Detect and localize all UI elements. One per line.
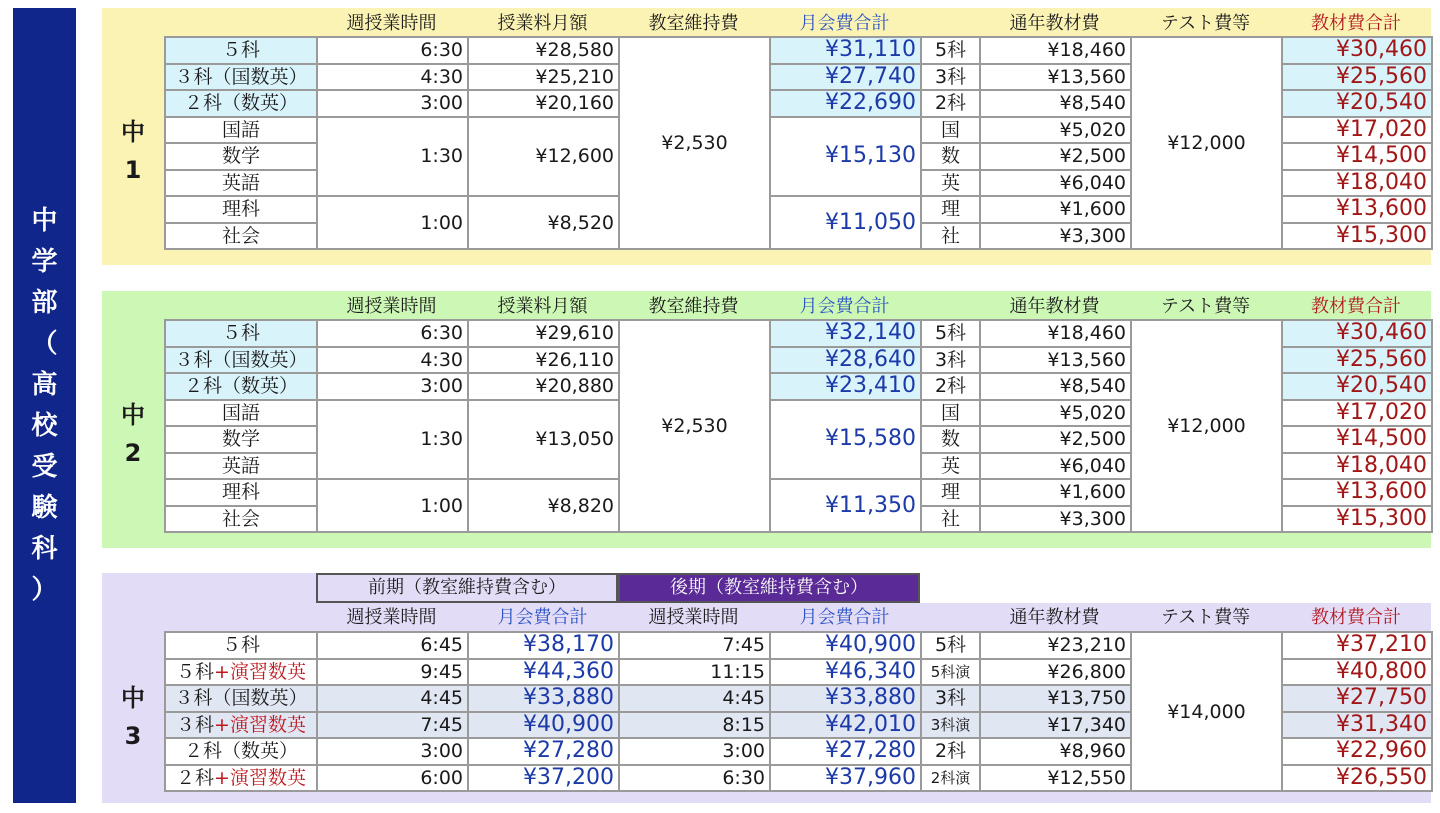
first-term-header: 前期（教室維持費含む） — [316, 573, 618, 603]
course-name: 数学 — [165, 143, 317, 170]
test-fees: ¥12,000 — [1131, 320, 1282, 532]
header-monthly-total: 月会費合計 — [799, 607, 890, 628]
materials-label: 5科演 — [921, 659, 980, 686]
second-term-total: ¥46,340 — [770, 659, 921, 686]
materials-label: 社 — [921, 506, 980, 533]
materials-label: 2科 — [921, 373, 980, 400]
monthly-total: ¥32,140 — [770, 320, 921, 347]
course-name: ３科（国数英） — [165, 347, 317, 374]
annual-materials: ¥1,600 — [980, 196, 1131, 223]
header-annual-materials: 通年教材費 — [1009, 13, 1100, 34]
course-name: ２科（数英） — [165, 738, 317, 765]
monthly-tuition: ¥25,210 — [468, 64, 619, 91]
course-name: ３科（国数英） — [165, 64, 317, 91]
weekly-hours: 4:30 — [317, 347, 468, 374]
course-name: 英語 — [165, 170, 317, 197]
sidebar-char: 校 — [31, 410, 58, 441]
materials-total: ¥27,750 — [1282, 685, 1432, 712]
first-term-total: ¥40,900 — [468, 712, 619, 739]
second-term-hours: 7:45 — [619, 632, 770, 659]
monthly-total: ¥31,110 — [770, 37, 921, 64]
materials-total: ¥25,560 — [1282, 64, 1432, 91]
materials-total: ¥37,210 — [1282, 632, 1432, 659]
weekly-hours: 1:30 — [317, 117, 468, 197]
monthly-tuition: ¥12,600 — [468, 117, 619, 197]
course-name: 社会 — [165, 506, 317, 533]
materials-total: ¥17,020 — [1282, 117, 1432, 144]
materials-total: ¥40,800 — [1282, 659, 1432, 686]
monthly-tuition: ¥26,110 — [468, 347, 619, 374]
header-weekly-hours: 週授業時間 — [346, 607, 437, 628]
header-facility-fee: 教室維持費 — [648, 13, 739, 34]
course-name: ３科（国数英） — [165, 685, 317, 712]
weekly-hours: 1:00 — [317, 479, 468, 532]
sidebar-char: 高 — [31, 369, 58, 400]
monthly-tuition: ¥20,160 — [468, 90, 619, 117]
course-name: 国語 — [165, 400, 317, 427]
table-row — [165, 320, 1432, 347]
monthly-tuition: ¥29,610 — [468, 320, 619, 347]
second-term-hours: 4:45 — [619, 685, 770, 712]
second-term-hours: 6:30 — [619, 765, 770, 792]
table-row — [165, 632, 1432, 659]
materials-total: ¥13,600 — [1282, 479, 1432, 506]
course-name: ５科 — [165, 320, 317, 347]
monthly-total: ¥11,050 — [770, 196, 921, 249]
first-term-hours: 9:45 — [317, 659, 468, 686]
materials-label: 社 — [921, 223, 980, 250]
header-annual-materials: 通年教材費 — [1009, 607, 1100, 628]
course-name: ２科（数英） — [165, 90, 317, 117]
annual-materials: ¥6,040 — [980, 453, 1131, 480]
materials-total: ¥15,300 — [1282, 223, 1432, 250]
sidebar-char: 受 — [31, 451, 58, 482]
sidebar-char: 中 — [31, 205, 58, 236]
sidebar-char: 験 — [31, 492, 58, 523]
first-term-hours: 7:45 — [317, 712, 468, 739]
first-term-hours: 3:00 — [317, 738, 468, 765]
sidebar-char: 科 — [31, 533, 58, 564]
materials-label: 2科 — [921, 90, 980, 117]
materials-total: ¥13,600 — [1282, 196, 1432, 223]
materials-label: 数 — [921, 426, 980, 453]
first-term-total: ¥27,280 — [468, 738, 619, 765]
chu1-section — [102, 8, 1431, 265]
course-name: 英語 — [165, 453, 317, 480]
annual-materials: ¥8,960 — [980, 738, 1131, 765]
header-materials-total: 教材費合計 — [1311, 13, 1401, 34]
annual-materials: ¥8,540 — [980, 373, 1131, 400]
materials-label: 2科演 — [921, 765, 980, 792]
annual-materials: ¥2,500 — [980, 143, 1131, 170]
header-materials-total: 教材費合計 — [1311, 607, 1401, 628]
course-name: ２科+演習数英 — [165, 765, 317, 792]
materials-label: 5科 — [921, 632, 980, 659]
monthly-total: ¥15,580 — [770, 400, 921, 480]
plus-label: +演習数英 — [214, 713, 306, 736]
materials-label: 2科 — [921, 738, 980, 765]
chu3-table — [164, 631, 1433, 792]
chu3-section — [102, 573, 1431, 803]
weekly-hours: 4:30 — [317, 64, 468, 91]
header-annual-materials: 通年教材費 — [1009, 296, 1100, 317]
second-term-hours: 11:15 — [619, 659, 770, 686]
test-fees: ¥14,000 — [1131, 632, 1282, 791]
materials-total: ¥30,460 — [1282, 320, 1432, 347]
first-term-total: ¥37,200 — [468, 765, 619, 792]
header-materials-total: 教材費合計 — [1311, 296, 1401, 317]
sidebar-title — [13, 8, 76, 803]
facility-fee: ¥2,530 — [619, 37, 770, 249]
header-weekly-hours: 週授業時間 — [648, 607, 739, 628]
chu1-table — [164, 36, 1433, 250]
materials-label: 3科演 — [921, 712, 980, 739]
chu2-section — [102, 291, 1431, 548]
sidebar-char: 学 — [31, 246, 58, 277]
annual-materials: ¥6,040 — [980, 170, 1131, 197]
first-term-total: ¥38,170 — [468, 632, 619, 659]
header-monthly-tuition: 授業料月額 — [497, 13, 588, 34]
second-term-total: ¥33,880 — [770, 685, 921, 712]
materials-label: 3科 — [921, 685, 980, 712]
course-name: ３科+演習数英 — [165, 712, 317, 739]
materials-total: ¥14,500 — [1282, 426, 1432, 453]
second-term-total: ¥40,900 — [770, 632, 921, 659]
monthly-total: ¥28,640 — [770, 347, 921, 374]
first-term-total: ¥33,880 — [468, 685, 619, 712]
annual-materials: ¥2,500 — [980, 426, 1131, 453]
materials-total: ¥20,540 — [1282, 373, 1432, 400]
materials-label: 数 — [921, 143, 980, 170]
materials-label: 理 — [921, 196, 980, 223]
monthly-tuition: ¥13,050 — [468, 400, 619, 480]
monthly-total: ¥15,130 — [770, 117, 921, 197]
table-row — [165, 37, 1432, 64]
course-name: 理科 — [165, 479, 317, 506]
annual-materials: ¥3,300 — [980, 223, 1131, 250]
first-term-total: ¥44,360 — [468, 659, 619, 686]
annual-materials: ¥13,750 — [980, 685, 1131, 712]
course-name: 国語 — [165, 117, 317, 144]
monthly-total: ¥22,690 — [770, 90, 921, 117]
annual-materials: ¥1,600 — [980, 479, 1131, 506]
first-term-hours: 6:45 — [317, 632, 468, 659]
course-name: ５科+演習数英 — [165, 659, 317, 686]
monthly-tuition: ¥20,880 — [468, 373, 619, 400]
monthly-total: ¥11,350 — [770, 479, 921, 532]
materials-total: ¥26,550 — [1282, 765, 1432, 792]
annual-materials: ¥26,800 — [980, 659, 1131, 686]
sidebar-char: （ — [31, 328, 58, 359]
header-facility-fee: 教室維持費 — [648, 296, 739, 317]
first-term-hours: 6:00 — [317, 765, 468, 792]
sidebar-char: ） — [31, 574, 58, 605]
annual-materials: ¥12,550 — [980, 765, 1131, 792]
second-term-total: ¥27,280 — [770, 738, 921, 765]
materials-label: 3科 — [921, 347, 980, 374]
course-name: ５科 — [165, 37, 317, 64]
header-test-fees: テスト費等 — [1160, 13, 1251, 34]
weekly-hours: 6:30 — [317, 320, 468, 347]
materials-label: 国 — [921, 117, 980, 144]
materials-total: ¥30,460 — [1282, 37, 1432, 64]
materials-total: ¥31,340 — [1282, 712, 1432, 739]
annual-materials: ¥13,560 — [980, 347, 1131, 374]
monthly-total: ¥23,410 — [770, 373, 921, 400]
header-monthly-total: 月会費合計 — [799, 296, 890, 317]
materials-label: 理 — [921, 479, 980, 506]
materials-label: 5科 — [921, 37, 980, 64]
header-monthly-total: 月会費合計 — [799, 13, 890, 34]
annual-materials: ¥23,210 — [980, 632, 1131, 659]
materials-total: ¥14,500 — [1282, 143, 1432, 170]
course-name: ２科（数英） — [165, 373, 317, 400]
second-term-header: 後期（教室維持費含む） — [618, 573, 920, 603]
monthly-tuition: ¥8,520 — [468, 196, 619, 249]
weekly-hours: 1:30 — [317, 400, 468, 480]
annual-materials: ¥5,020 — [980, 400, 1131, 427]
course-name: ５科 — [165, 632, 317, 659]
materials-total: ¥17,020 — [1282, 400, 1432, 427]
materials-total: ¥15,300 — [1282, 506, 1432, 533]
weekly-hours: 3:00 — [317, 90, 468, 117]
header-monthly-total: 月会費合計 — [497, 607, 588, 628]
materials-total: ¥18,040 — [1282, 453, 1432, 480]
plus-label: +演習数英 — [214, 660, 306, 683]
materials-label: 国 — [921, 400, 980, 427]
materials-label: 英 — [921, 453, 980, 480]
materials-total: ¥22,960 — [1282, 738, 1432, 765]
test-fees: ¥12,000 — [1131, 37, 1282, 249]
second-term-total: ¥37,960 — [770, 765, 921, 792]
annual-materials: ¥13,560 — [980, 64, 1131, 91]
first-term-hours: 4:45 — [317, 685, 468, 712]
grade-label-chu2: 中 2 — [121, 400, 145, 467]
monthly-tuition: ¥28,580 — [468, 37, 619, 64]
materials-total: ¥25,560 — [1282, 347, 1432, 374]
weekly-hours: 1:00 — [317, 196, 468, 249]
second-term-hours: 8:15 — [619, 712, 770, 739]
header-monthly-tuition: 授業料月額 — [497, 296, 588, 317]
course-name: 理科 — [165, 196, 317, 223]
second-term-total: ¥42,010 — [770, 712, 921, 739]
plus-label: +演習数英 — [214, 766, 306, 789]
monthly-total: ¥27,740 — [770, 64, 921, 91]
materials-label: 5科 — [921, 320, 980, 347]
annual-materials: ¥18,460 — [980, 37, 1131, 64]
grade-label-chu1: 中 1 — [121, 117, 145, 184]
sidebar-char: 部 — [31, 287, 58, 318]
header-weekly-hours: 週授業時間 — [346, 13, 437, 34]
materials-label: 3科 — [921, 64, 980, 91]
course-name: 数学 — [165, 426, 317, 453]
annual-materials: ¥17,340 — [980, 712, 1131, 739]
header-weekly-hours: 週授業時間 — [346, 296, 437, 317]
annual-materials: ¥3,300 — [980, 506, 1131, 533]
monthly-tuition: ¥8,820 — [468, 479, 619, 532]
annual-materials: ¥5,020 — [980, 117, 1131, 144]
chu2-table — [164, 319, 1433, 533]
second-term-hours: 3:00 — [619, 738, 770, 765]
materials-total: ¥20,540 — [1282, 90, 1432, 117]
annual-materials: ¥18,460 — [980, 320, 1131, 347]
annual-materials: ¥8,540 — [980, 90, 1131, 117]
weekly-hours: 6:30 — [317, 37, 468, 64]
header-test-fees: テスト費等 — [1160, 296, 1251, 317]
weekly-hours: 3:00 — [317, 373, 468, 400]
materials-total: ¥18,040 — [1282, 170, 1432, 197]
header-test-fees: テスト費等 — [1160, 607, 1251, 628]
course-name: 社会 — [165, 223, 317, 250]
materials-label: 英 — [921, 170, 980, 197]
grade-label-chu3: 中 3 — [121, 684, 145, 750]
facility-fee: ¥2,530 — [619, 320, 770, 532]
